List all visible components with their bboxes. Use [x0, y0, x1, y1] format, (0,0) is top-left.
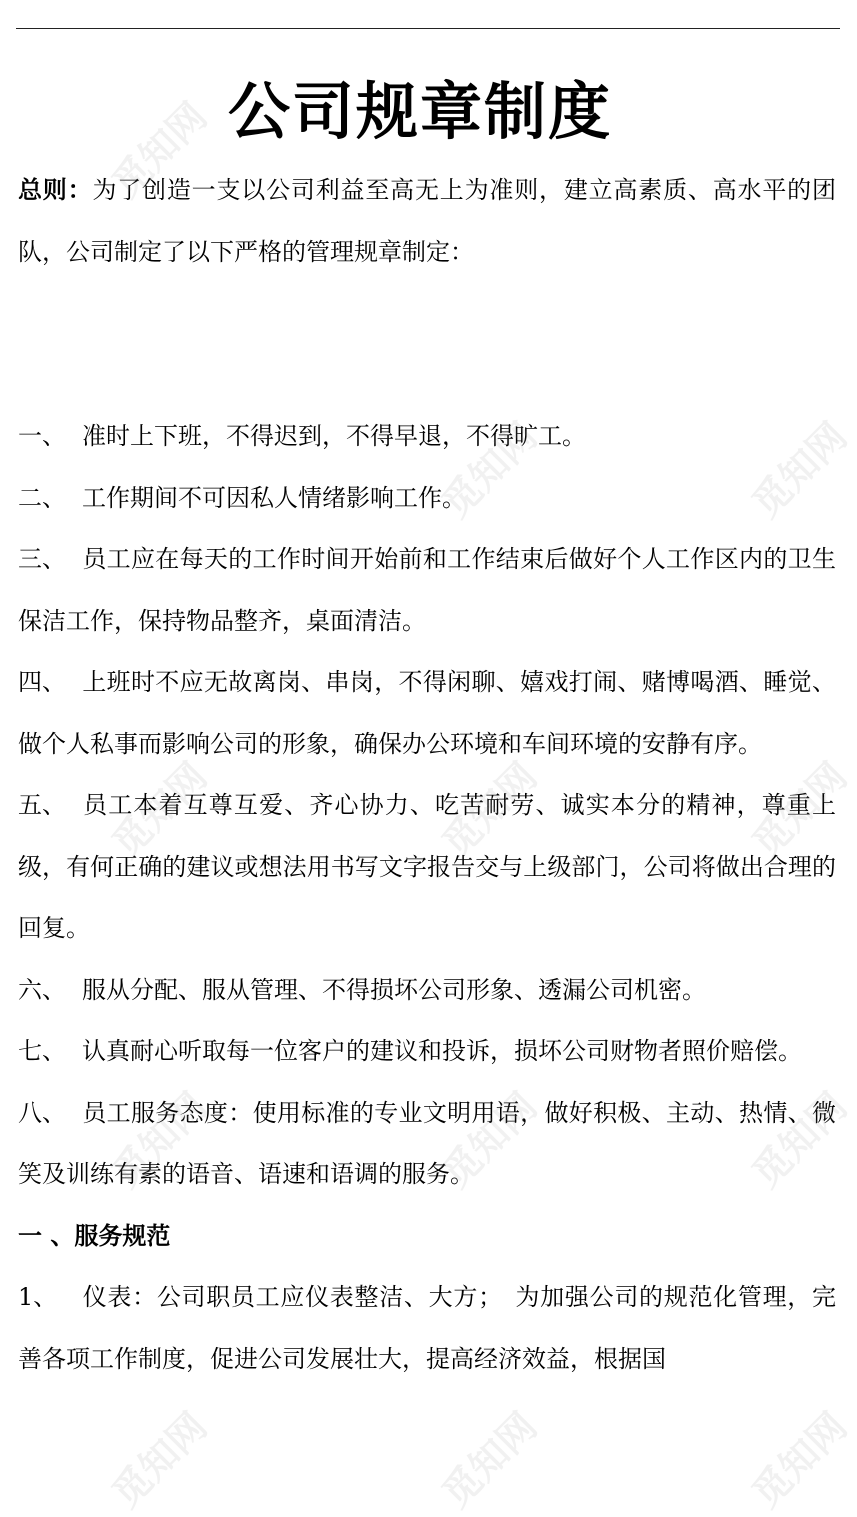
general-text: 为了创造一支以公司利益至高无上为准则，建立高素质、高水平的团队，公司制定了以下严格的管理规章制定： [18, 176, 836, 266]
watermark-stamp: 觅知网 [743, 1084, 856, 1196]
watermark-stamp: 觅知网 [743, 414, 856, 526]
rule-number: 六、 [18, 975, 66, 1004]
watermark-stamp: 觅知网 [103, 754, 216, 866]
rule-number: 三、 [18, 545, 66, 573]
rule-item-6 [18, 960, 836, 1022]
section-item-text: 仪表：公司职员工应仪表整洁、大方； 为加强公司的规范化管理，完善各项工作制度，促进公司发展壮大，提高经济效益，根据国 [18, 1283, 836, 1373]
watermark-stamp: 觅知网 [433, 414, 546, 526]
watermark-stamp: 觅知网 [103, 1084, 216, 1196]
rule-number: 四、 [18, 668, 66, 696]
rule-item-1 [18, 406, 836, 468]
rule-number: 一、 [18, 422, 66, 450]
paragraph-spacer [18, 283, 836, 406]
watermark-stamp: 觅知网 [103, 94, 216, 206]
watermark-stamp: 觅知网 [103, 1404, 216, 1516]
watermark-stamp: 觅知网 [433, 1404, 546, 1516]
rule-item-3 [18, 529, 836, 652]
general-label: 总则： [18, 176, 93, 204]
rule-item-2 [18, 468, 836, 530]
watermark-stamp: 觅知网 [743, 1404, 856, 1516]
rule-number: 八、 [18, 1098, 66, 1127]
rule-item-7 [18, 1021, 836, 1083]
header-rule [16, 28, 840, 29]
section-item-number: 1、 [18, 1283, 58, 1311]
watermark-stamp: 觅知网 [433, 1084, 546, 1196]
section-item-1 [18, 1267, 836, 1390]
rule-item-4 [18, 652, 836, 775]
rule-text: 员工本着互尊互爱、齐心协力、吃苦耐劳、诚实本分的精神，尊重上级，有何正确的建议或想法用书写文字报告交与上级部门，公司将做出合理的回复。 [18, 791, 836, 942]
rule-item-8 [18, 1083, 836, 1206]
document-title: 公司规章制度 [227, 75, 612, 148]
rule-text: 服从分配、服从管理、不得损坏公司形象、透漏公司机密。 [82, 975, 706, 1004]
rule-number: 七、 [18, 1037, 66, 1065]
rule-text: 准时上下班，不得迟到，不得早退，不得旷工。 [82, 422, 586, 450]
rule-item-5 [18, 775, 836, 960]
rule-text: 员工应在每天的工作时间开始前和工作结束后做好个人工作区内的卫生保洁工作，保持物品整齐，桌面清洁。 [18, 545, 836, 635]
rule-text: 工作期间不可因私人情绪影响工作。 [82, 483, 466, 512]
rule-number: 五、 [18, 791, 66, 819]
general-paragraph [18, 160, 836, 283]
rule-number: 二、 [18, 483, 66, 512]
rule-text: 认真耐心听取每一位客户的建议和投诉，损坏公司财物者照价赔偿。 [82, 1037, 802, 1065]
section-heading: 一 、服务规范 [18, 1221, 171, 1250]
rule-text: 上班时不应无故离岗、串岗，不得闲聊、嬉戏打闹、赌博喝酒、睡觉、做个人私事而影响公司的形象，确保办公环境和车间环境的安静有序。 [18, 668, 836, 758]
watermark-stamp: 觅知网 [743, 754, 856, 866]
document-body [18, 160, 836, 1390]
rule-text: 员工服务态度：使用标准的专业文明用语，做好积极、主动、热情、微笑及训练有素的语音、语速和语调的服务。 [18, 1098, 836, 1188]
watermark-stamp: 觅知网 [433, 754, 546, 866]
